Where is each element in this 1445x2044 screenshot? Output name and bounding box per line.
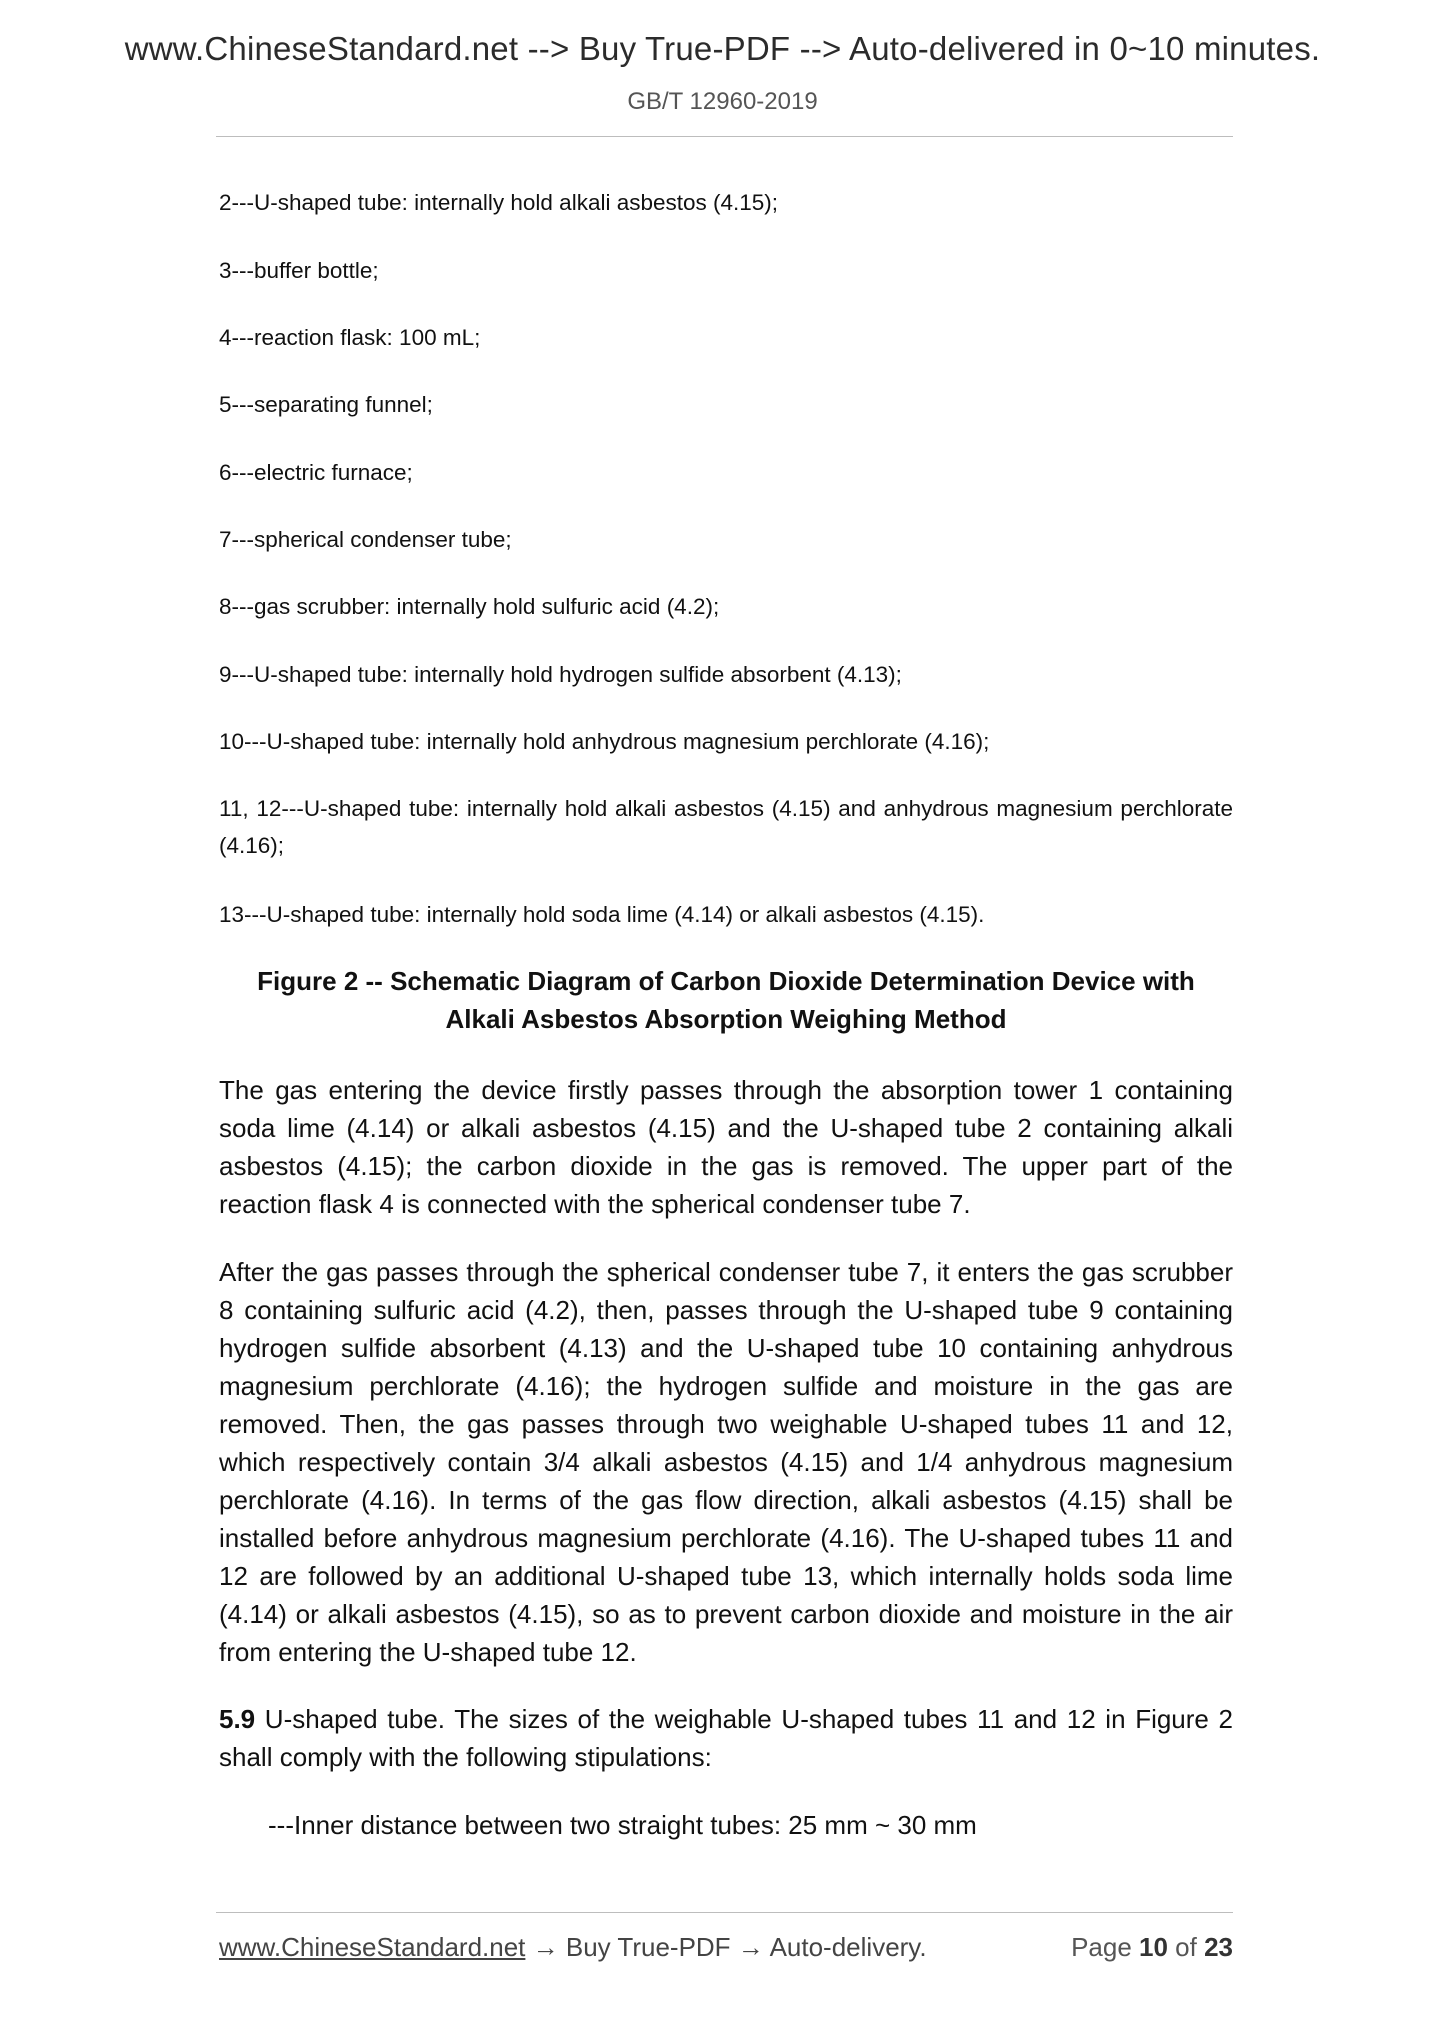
clause-text: U-shaped tube. The sizes of the weighable U-shaped tubes 11 and 12 in Figure 2 shall comply with the following stipulations: <box>219 1704 1233 1772</box>
footer-divider <box>216 1912 1233 1913</box>
legend-item-11-12: 11, 12---U-shaped tube: internally hold alkali asbestos (4.15) and anhydrous magnesium perchlorate (4.16); <box>219 796 1233 858</box>
paragraph-gas-flow: After the gas passes through the spherical condenser tube 7, it enters the gas scrubber 8 containing sulfuric acid (4.2), then, passes through the U-shaped tube 9 containing hydrogen sulfide absorbent (4.13) and the U-shaped tube 10 containing anhydrous magnesium perchlorate (4.16); the hydrogen sulfide and moisture in the gas are removed. Then, the gas passes through two weighable U-shaped tubes 11 and 12, which respectively contain 3/4 alkali asbestos (4.15) and 1/4 anhydrous magnesium perchlorate (4.16). In terms of the gas flow direction, alkali asbestos (4.15) shall be installed before anhydrous magnesium perchlorate (4.16). The U-shaped tubes 11 and 12 are followed by an additional U-shaped tube 13, which internally holds soda lime (4.14) or alkali asbestos (4.15), so as to prevent carbon dioxide and moisture in the air from entering the U-shaped tube 12. <box>219 1257 1233 1667</box>
site-banner[interactable]: www.ChineseStandard.net --> Buy True-PDF --> Auto-delivered in 0~10 minutes. <box>124 30 1321 67</box>
legend-item-8: 8---gas scrubber: internally hold sulfuric acid (4.2); <box>219 594 720 619</box>
figure-caption <box>219 962 1233 1038</box>
dash-list-item: ---Inner distance between two straight tubes: 25 mm ~ 30 mm <box>268 1810 977 1840</box>
legend-item-13: 13---U-shaped tube: internally hold soda lime (4.14) or alkali asbestos (4.15). <box>219 902 985 927</box>
clause-number: 5.9 <box>219 1704 256 1734</box>
page-label: Page <box>1071 1932 1140 1962</box>
standard-code: GB/T 12960-2019 <box>627 88 818 115</box>
figure-caption-line1: Figure 2 -- Schematic Diagram of Carbon Dioxide Determination Device with <box>257 966 1195 996</box>
footer-promo <box>219 1932 927 1963</box>
legend-item-6: 6---electric furnace; <box>219 460 413 485</box>
page-of-label: of <box>1167 1932 1205 1962</box>
figure-caption-line2: Alkali Asbestos Absorption Weighing Method <box>445 1004 1007 1034</box>
page-total: 23 <box>1204 1932 1233 1962</box>
legend-item-2: 2---U-shaped tube: internally hold alkali asbestos (4.15); <box>219 190 779 215</box>
legend-item-3: 3---buffer bottle; <box>219 258 379 283</box>
page-current: 10 <box>1139 1932 1168 1962</box>
footer-link[interactable]: www.ChineseStandard.net <box>219 1932 526 1962</box>
footer-tagline: → Buy True-PDF → Auto-delivery. <box>525 1932 927 1962</box>
legend-item-7: 7---spherical condenser tube; <box>219 527 512 552</box>
legend-item-10: 10---U-shaped tube: internally hold anhydrous magnesium perchlorate (4.16); <box>219 729 990 754</box>
legend-item-5: 5---separating funnel; <box>219 392 433 417</box>
legend-item-4: 4---reaction flask: 100 mL; <box>219 325 481 350</box>
legend-item-9: 9---U-shaped tube: internally hold hydrogen sulfide absorbent (4.13); <box>219 662 902 687</box>
paragraph-gas-entry: The gas entering the device firstly passes through the absorption tower 1 containing soda lime (4.14) or alkali asbestos (4.15) and the U-shaped tube 2 containing alkali asbestos (4.15); the carbon dioxide in the gas is removed. The upper part of the reaction flask 4 is connected with the spherical condenser tube 7. <box>219 1075 1233 1219</box>
page-indicator <box>1071 1932 1233 1963</box>
header-divider <box>216 136 1233 137</box>
paragraph-clause-5-9 <box>219 1700 1233 1776</box>
